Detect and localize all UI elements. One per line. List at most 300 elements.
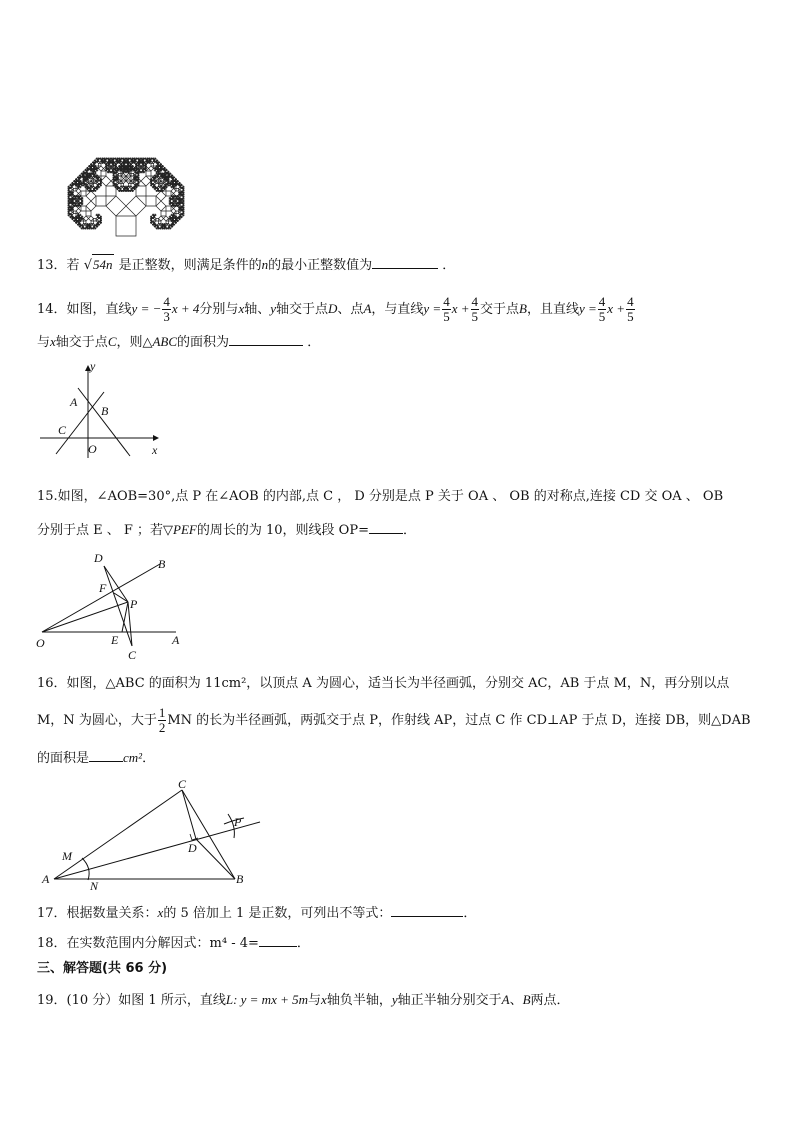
segment-cd: [182, 790, 196, 839]
tree-square: [169, 200, 170, 201]
tree-square: [164, 227, 165, 228]
tree-square: [73, 207, 74, 208]
tree-square: [124, 162, 125, 163]
tree-square: [89, 190, 90, 191]
tree-square: [182, 200, 183, 201]
tree-square: [76, 189, 81, 194]
tree-square: [72, 219, 73, 220]
tree-square: [165, 224, 166, 225]
question-16-line-3: [37, 747, 155, 769]
tree-square: [91, 191, 92, 192]
q16-answer-blank[interactable]: [89, 747, 123, 762]
tree-square: [145, 158, 146, 159]
tree-square: [74, 220, 75, 221]
label-b: B: [101, 404, 109, 418]
q19-point-b: B: [522, 992, 531, 1007]
tree-square: [169, 172, 170, 173]
tree-square: [85, 187, 86, 188]
sqrt-symbol: √: [83, 258, 92, 273]
tree-square: [170, 174, 171, 175]
tree-square: [76, 179, 77, 180]
tree-square: [127, 189, 128, 190]
tree-square: [155, 167, 156, 168]
tree-square: [72, 204, 73, 205]
frac-num: 4: [598, 294, 606, 309]
label-y: y: [90, 360, 96, 373]
tree-square: [176, 220, 177, 221]
tree-square: [99, 177, 100, 178]
tree-square: [170, 197, 171, 198]
label-o: O: [36, 636, 45, 650]
tree-square: [99, 215, 100, 216]
tree-square: [97, 177, 98, 178]
tree-square: [175, 195, 176, 196]
tree-square: [152, 187, 153, 188]
tree-square: [84, 171, 85, 172]
tree-square: [170, 182, 171, 183]
tree-square: [113, 174, 114, 175]
tree-square: [87, 180, 88, 181]
tree-square: [99, 187, 100, 188]
frac-num: 1: [158, 705, 166, 720]
tree-square: [76, 221, 77, 222]
tree-square: [154, 177, 155, 178]
q14-point-c: C: [107, 334, 117, 349]
tree-square: [174, 177, 175, 178]
tree-square: [154, 189, 155, 190]
tree-square: [117, 170, 118, 171]
side-ac: [54, 790, 182, 879]
tree-square: [68, 189, 69, 190]
tree-square: [106, 196, 126, 216]
q14-eq3-mid: x +: [607, 301, 626, 316]
frac-den: 5: [598, 309, 606, 324]
tree-square: [99, 166, 104, 171]
tree-square: [150, 222, 151, 223]
tree-square: [101, 171, 106, 176]
tree-square: [81, 191, 86, 196]
tree-square: [117, 167, 118, 168]
tree-square: [159, 216, 164, 221]
tree-square: [119, 190, 120, 191]
tree-square: [75, 222, 76, 223]
tree-square: [116, 216, 136, 236]
tree-square: [172, 180, 173, 181]
tree-square: [161, 164, 162, 165]
tree-square: [157, 186, 160, 189]
tree-square: [164, 169, 165, 170]
tree-square: [156, 228, 157, 229]
tree-square: [72, 182, 73, 183]
tree-square: [77, 224, 78, 225]
q17-end: ．: [463, 906, 477, 921]
tree-square: [87, 167, 88, 168]
tree-square: [113, 185, 114, 186]
tree-square: [157, 165, 158, 166]
tree-square: [120, 166, 121, 167]
tree-square: [144, 172, 145, 173]
tree-square: [133, 166, 134, 167]
q18-end: ．: [296, 936, 310, 951]
tree-square: [69, 186, 70, 187]
tree-square: [101, 176, 111, 186]
tree-square: [82, 219, 83, 220]
tree-square: [155, 175, 156, 176]
question-19: [37, 990, 570, 1011]
tree-square: [70, 209, 71, 210]
tree-square: [134, 163, 135, 164]
tree-square: [149, 166, 154, 171]
tree-square: [184, 198, 185, 199]
label-c: C: [178, 777, 187, 791]
q19-equation: : y = mx + 5m: [233, 992, 309, 1007]
q19-point-a: A: [501, 992, 510, 1007]
tree-square: [107, 172, 108, 173]
q17-text-b: 的 5 倍加上 1 是正数，可列出不等式：: [163, 906, 392, 921]
tree-square: [83, 181, 84, 182]
q14-line2-d: 的面积为: [177, 335, 230, 350]
tree-square: [97, 227, 98, 228]
tree-square: [135, 166, 136, 167]
tree-square: [106, 164, 107, 165]
tree-square: [97, 214, 98, 215]
tree-square: [171, 187, 172, 188]
tree-square: [117, 162, 118, 163]
label-f: F: [99, 581, 107, 595]
question-14-line-1: [37, 292, 636, 327]
tree-square: [164, 173, 165, 174]
tree-square: [175, 180, 176, 181]
tree-square: [172, 224, 173, 225]
tree-square: [82, 173, 83, 174]
q15-end: ．: [402, 523, 416, 538]
tree-square: [91, 221, 94, 224]
tree-square: [126, 196, 146, 216]
tree-square: [91, 229, 92, 230]
tree-square: [171, 189, 176, 194]
label-a: A: [172, 633, 180, 647]
tree-square: [184, 205, 185, 206]
tree-square: [100, 185, 101, 186]
tree-square: [77, 187, 78, 188]
tree-square: [169, 204, 170, 205]
tree-square: [166, 206, 171, 211]
q14-point-a: A: [363, 301, 372, 316]
tree-square: [120, 170, 121, 171]
tree-square: [76, 209, 81, 214]
q14-point-b: B: [519, 301, 527, 316]
q13-text-b: 的最小正整数值为: [268, 258, 373, 273]
tree-square: [71, 187, 74, 190]
figure-14-coordinate-lines: [38, 360, 168, 460]
tree-square: [94, 219, 97, 222]
tree-square: [147, 160, 148, 161]
q15-answer-blank[interactable]: [369, 519, 403, 534]
tree-square: [179, 192, 180, 193]
tree-square: [70, 184, 71, 185]
tree-square: [165, 168, 166, 169]
tree-square: [179, 219, 180, 220]
tree-square: [96, 220, 99, 223]
tree-square: [110, 172, 111, 173]
figure-15-angle-aob: [36, 552, 186, 662]
question-13: [37, 254, 455, 276]
tree-square: [118, 177, 119, 178]
tree-square: [90, 166, 91, 167]
tree-square: [171, 209, 176, 214]
tree-square: [178, 196, 179, 197]
q14-eq3-y: y =: [578, 301, 597, 316]
tree-square: [82, 224, 85, 227]
q14-line2-b: 轴交于点: [55, 335, 108, 350]
tree-square: [95, 174, 96, 175]
tree-square: [72, 202, 73, 203]
tree-square: [82, 217, 83, 218]
tree-square: [166, 191, 171, 196]
q14-var-x: x: [238, 301, 245, 316]
tree-square: [182, 207, 183, 208]
tree-square: [184, 194, 185, 195]
q14-var-y: y: [270, 301, 277, 316]
question-17: [37, 902, 476, 924]
tree-square: [155, 187, 156, 188]
tree-square: [95, 160, 96, 161]
tree-square: [135, 170, 136, 171]
tree-square: [78, 195, 79, 196]
tree-square: [70, 202, 71, 203]
tree-square: [157, 173, 158, 174]
tree-square: [79, 177, 80, 178]
tree-square: [137, 172, 138, 173]
tree-square: [109, 162, 110, 163]
tree-square: [170, 216, 171, 217]
frac-num: 4: [471, 294, 478, 309]
label-x: x: [152, 443, 158, 457]
tree-square: [179, 207, 180, 208]
tree-square: [84, 221, 87, 224]
tree-square: [160, 173, 161, 174]
tree-square: [157, 162, 158, 163]
tree-square: [83, 174, 84, 175]
tree-square: [162, 175, 163, 176]
segment-op: [42, 602, 128, 632]
q17-answer-blank[interactable]: [391, 902, 463, 917]
q16-frac-half: [158, 706, 167, 735]
q15-triangle: PEF: [173, 522, 197, 537]
tree-square: [86, 201, 96, 211]
tree-square: [174, 206, 175, 207]
q13-var-n: n: [261, 257, 269, 272]
tree-square: [164, 179, 165, 180]
label-d: D: [94, 552, 103, 565]
q14-line2-c: ，则△: [116, 335, 153, 350]
tree-square: [179, 184, 180, 185]
q14-text-c: 轴交于点: [276, 302, 329, 317]
tree-square: [87, 170, 88, 171]
tree-square: [75, 181, 76, 182]
tree-square: [70, 194, 71, 195]
frac-den: 3: [163, 309, 170, 324]
tree-square: [172, 177, 173, 178]
q14-text-f: 交于点: [480, 302, 520, 317]
tree-square: [160, 165, 161, 166]
tree-square: [86, 191, 96, 201]
tree-square: [117, 187, 118, 188]
tree-square: [89, 216, 94, 221]
tree-square: [102, 160, 103, 161]
tree-square: [100, 223, 101, 224]
tree-square: [140, 172, 141, 173]
tree-square: [115, 158, 116, 159]
tree-square: [151, 179, 152, 180]
tree-square: [70, 217, 71, 218]
tree-square: [97, 158, 98, 159]
tree-square: [155, 159, 156, 160]
frac-den: 2: [158, 720, 166, 735]
tree-square: [104, 163, 105, 164]
q16-line2-a: M，N 为圆心，大于: [37, 713, 157, 728]
tree-square: [101, 217, 102, 218]
tree-square: [119, 163, 120, 164]
tree-square: [132, 191, 133, 192]
tree-square: [152, 224, 153, 225]
tree-square: [87, 187, 88, 188]
tree-square: [184, 190, 185, 191]
tree-square: [88, 177, 89, 178]
tree-square: [85, 169, 86, 170]
tree-square: [82, 198, 83, 199]
tree-square: [80, 175, 81, 176]
tree-square: [167, 170, 168, 171]
q16-unit: cm²: [123, 750, 143, 765]
tree-square: [87, 224, 88, 225]
tree-square: [95, 191, 96, 192]
tree-square: [127, 170, 128, 171]
label-c: C: [128, 648, 137, 662]
tree-square: [172, 175, 173, 176]
q14-eq2-y: y =: [423, 301, 442, 316]
tree-square: [174, 225, 175, 226]
tree-square: [68, 192, 69, 193]
tree-square: [168, 173, 169, 174]
tree-square: [113, 177, 114, 178]
tree-square: [94, 162, 95, 163]
frac-num: 4: [627, 294, 634, 309]
tree-square: [150, 181, 151, 182]
tree-square: [156, 172, 157, 173]
question-16-line-1: [37, 674, 729, 694]
q16-line2-b: MN 的长为半径画弧，两弧交于点 P，作射线 AP，过点 C 作 CD⊥AP 于点 D，连接 DB，则△DAB: [167, 713, 751, 728]
q16-line1: 16．如图，△ABC 的面积为 11cm²，以顶点 A 为圆心，适当长为半径画弧，分别交 AC，AB 于点 M，N，再分别以点: [37, 676, 730, 691]
tree-square: [176, 179, 177, 180]
q16-end: ．: [142, 751, 156, 766]
tree-square: [74, 189, 77, 192]
q14-line2-x: x: [50, 334, 56, 349]
tree-square: [162, 177, 163, 178]
tree-square: [115, 179, 116, 180]
tree-square: [132, 160, 133, 161]
tree-square: [125, 186, 126, 187]
tree-square: [87, 189, 88, 190]
tree-square: [80, 221, 81, 222]
tree-square: [180, 198, 181, 199]
q14-text-e: ，与直线: [371, 302, 424, 317]
q19-line-l: L: [225, 992, 234, 1007]
tree-square: [72, 210, 73, 211]
frac-den: 5: [627, 309, 634, 324]
q14-frac2: [442, 295, 451, 324]
tree-square: [150, 219, 151, 220]
tree-square: [95, 229, 96, 230]
section-title: 三、解答题(共 66 分): [37, 961, 168, 976]
q14-frac3: [471, 295, 480, 324]
tree-square: [175, 223, 176, 224]
tree-square: [161, 211, 166, 216]
tree-square: [156, 190, 157, 191]
ray-ob: [42, 564, 160, 632]
tree-square: [117, 189, 118, 190]
tree-square: [82, 204, 83, 205]
label-b: B: [158, 557, 166, 571]
tree-square: [149, 163, 150, 164]
q14-frac4: [598, 295, 607, 324]
tree-square: [74, 180, 75, 181]
tree-square: [72, 195, 73, 196]
tree-square: [184, 187, 185, 188]
q13-end: ．: [442, 258, 456, 273]
tree-square: [123, 158, 124, 159]
tree-square: [68, 200, 69, 201]
tree-square: [156, 219, 159, 222]
tree-square: [117, 160, 118, 161]
tree-square: [156, 201, 166, 211]
tree-square: [163, 166, 164, 167]
tree-square: [68, 196, 69, 197]
q14-frac5: [626, 295, 635, 324]
tree-square: [142, 158, 143, 159]
tree-square: [89, 178, 90, 179]
q14-answer-blank[interactable]: [229, 331, 303, 346]
tree-square: [166, 221, 169, 224]
tree-square: [184, 202, 185, 203]
q13-answer-blank[interactable]: [372, 254, 438, 269]
tree-square: [97, 224, 98, 225]
tree-square: [110, 160, 111, 161]
tree-square: [149, 158, 150, 159]
label-a: A: [42, 872, 50, 886]
tree-square: [151, 164, 154, 167]
q19-text-d: 轴正半轴分别交于: [397, 993, 502, 1008]
tree-square: [162, 224, 163, 225]
tree-square: [166, 229, 167, 230]
tree-square: [170, 229, 171, 230]
tree-square: [84, 229, 85, 230]
tree-square: [75, 185, 76, 186]
pythagoras-tree-figure: [38, 76, 214, 242]
q18-answer-blank[interactable]: [259, 932, 297, 947]
tree-square: [153, 214, 154, 215]
tree-square: [150, 185, 151, 186]
tree-square: [157, 160, 158, 161]
tree-square: [79, 226, 80, 227]
tree-square: [93, 162, 94, 163]
q14-number: 14．如图，直线: [37, 302, 132, 317]
tree-square: [169, 185, 170, 186]
tree-square: [134, 158, 135, 159]
q18-text: 18．在实数范围内分解因式：m⁴ - 4=: [37, 936, 259, 951]
tree-square: [141, 176, 151, 186]
tree-square: [108, 162, 109, 163]
